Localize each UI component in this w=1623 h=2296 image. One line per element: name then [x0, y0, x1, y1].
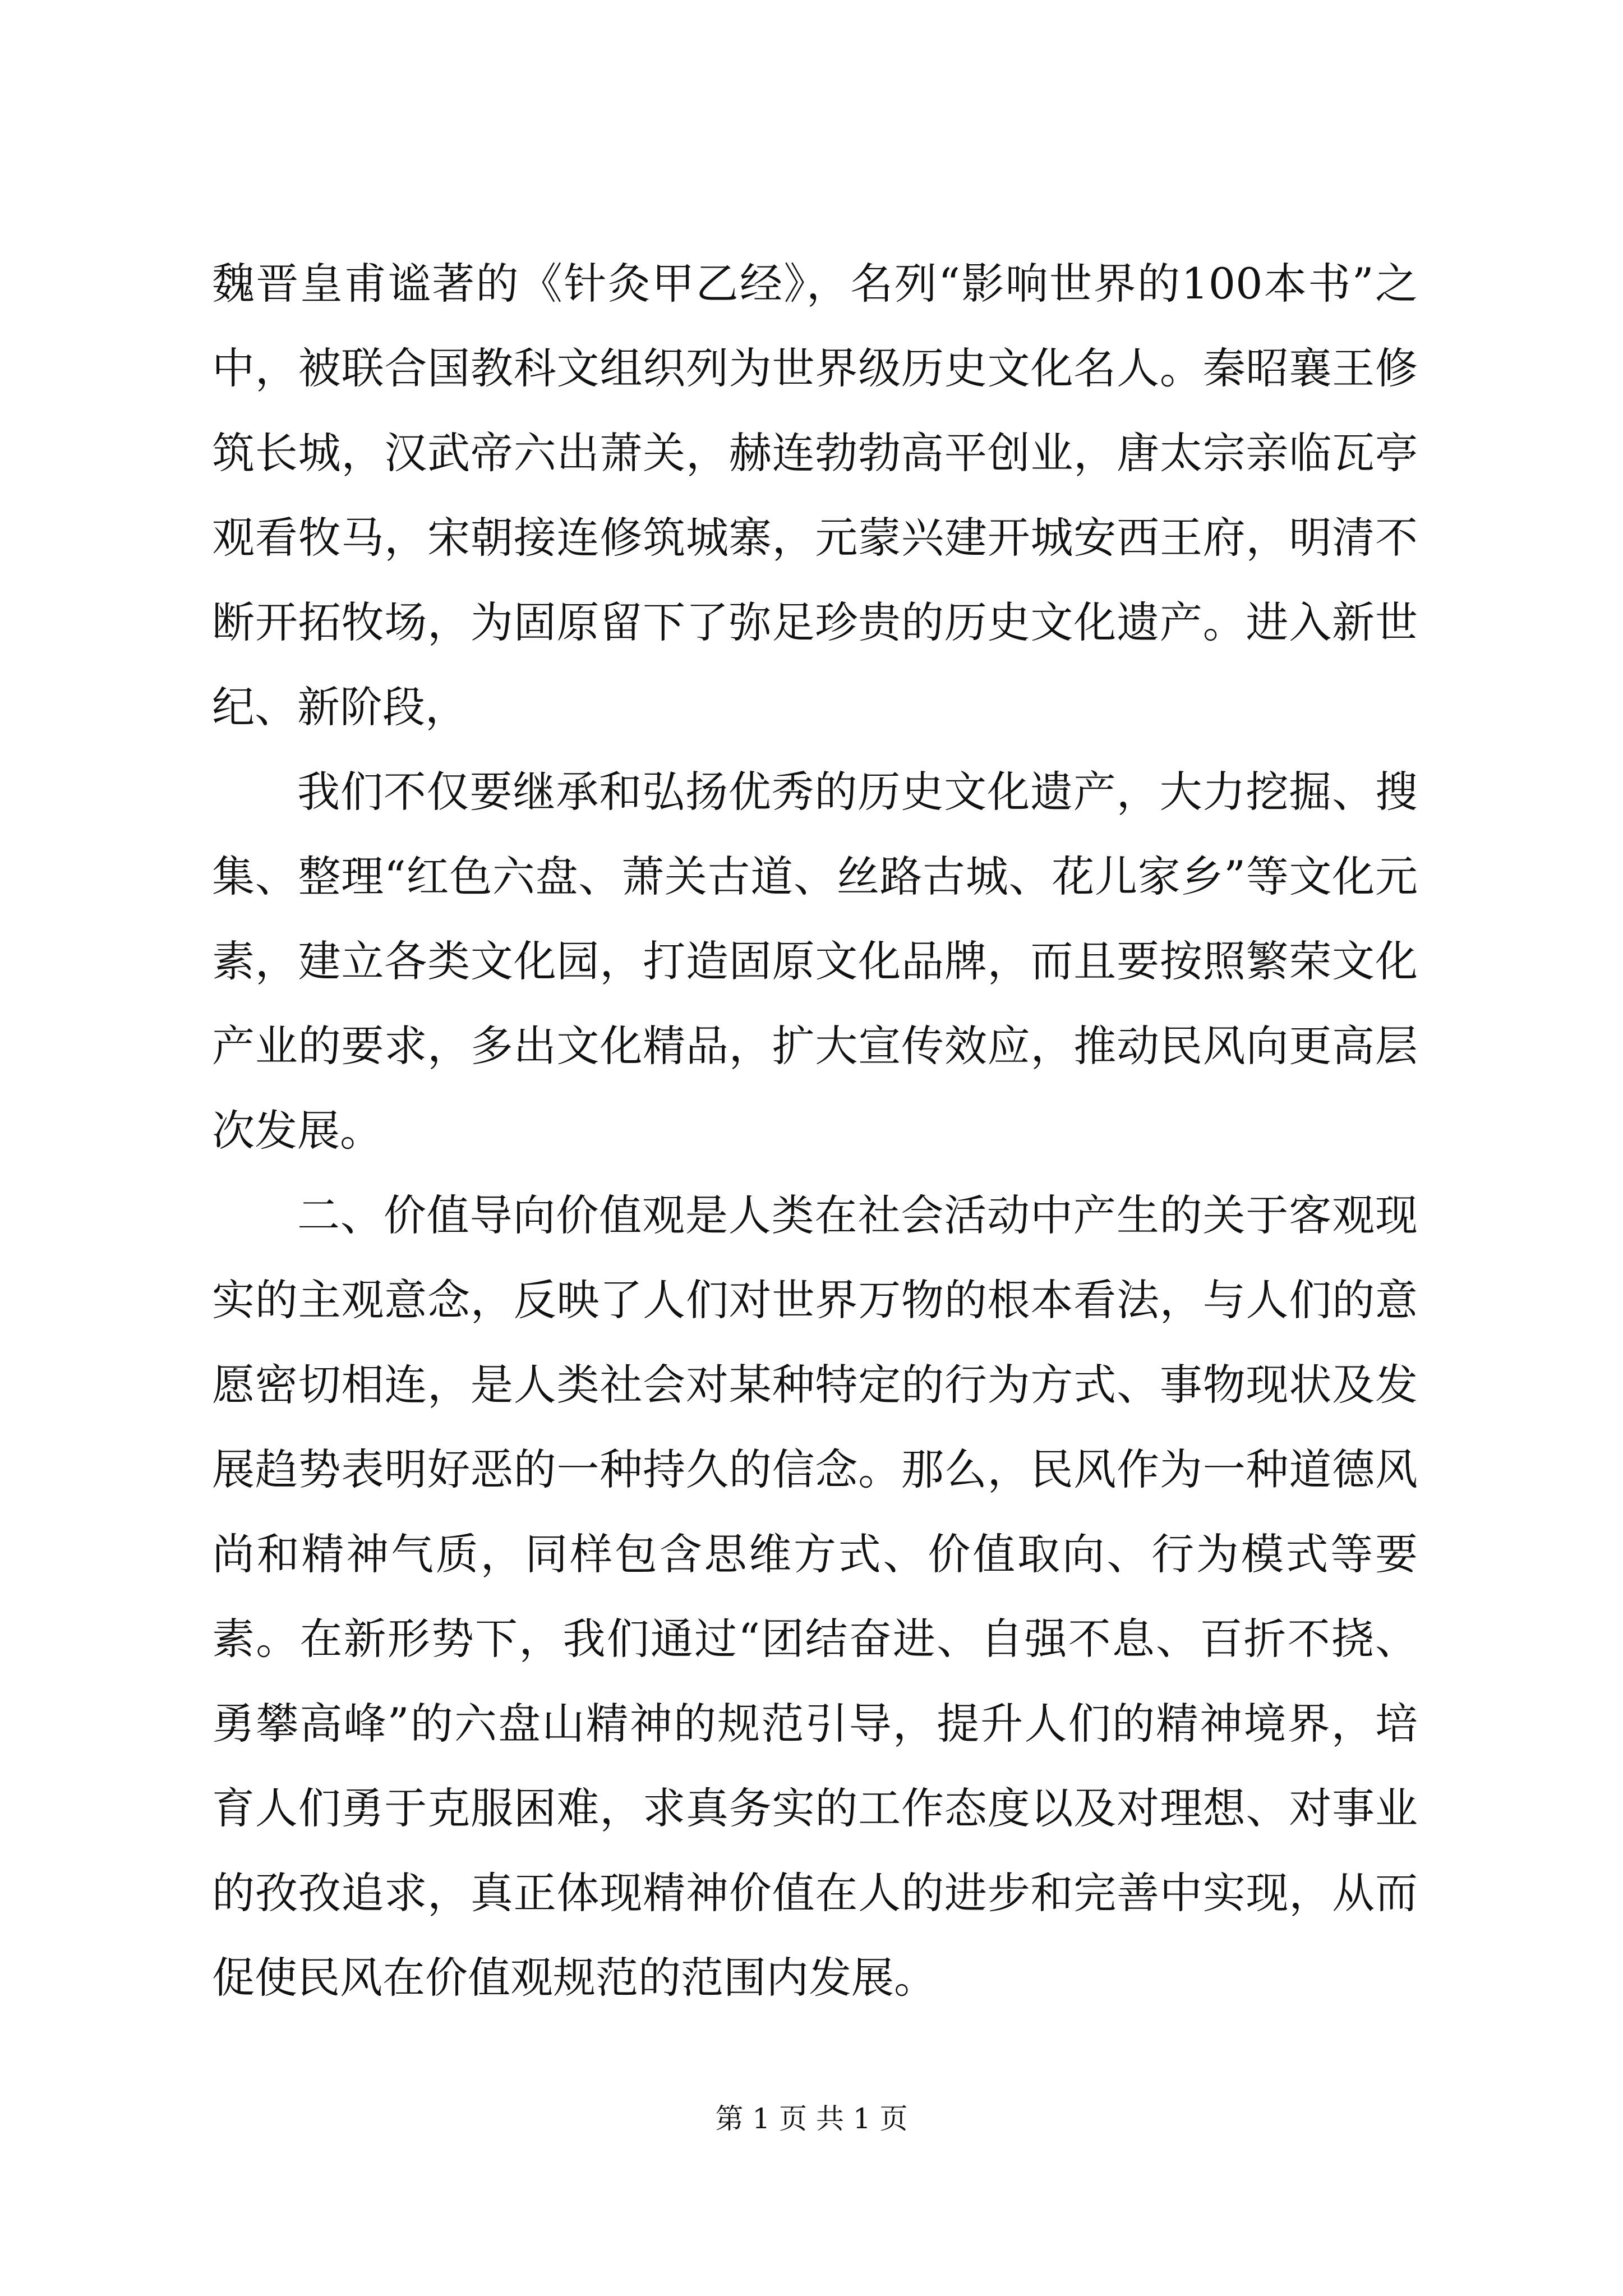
- document-body: [212, 241, 1418, 2020]
- page-footer: 第 1 页 共 1 页: [715, 2102, 908, 2135]
- paragraph-2: 我们不仅要继承和弘扬优秀的历史文化遗产，大力挖掘、搜集、整理“红色六盘、萧关古道、丝路古城、花儿家乡”等文化元素，建立各类文化园，打造固原文化品牌，而且要按照繁荣文化产业的要求，多出文化精品，扩大宣传效应，推动民风向更高层次发展。: [212, 767, 1418, 1156]
- paragraph-3: 二、价值导向价值观是人类在社会活动中产生的关于客观现实的主观意念，反映了人们对世界万物的根本看法，与人们的意愿密切相连，是人类社会对某种特定的行为方式、事物现状及发展趋势表明好恶的一种持久的信念。那么，民风作为一种道德风尚和精神气质，同样包含思维方式、价值取向、行为模式等要素。在新形势下，我们通过“团结奋进、自强不息、百折不挠、勇攀高峰”的六盘山精神的规范引导，提升人们的精神境界，培育人们勇于克服困难，求真务实的工作态度以及对理想、对事业的孜孜追求，真正体现精神价值在人的进步和完善中实现，从而促使民风在价值观规范的范围内发展。: [212, 1190, 1418, 2003]
- paragraph-1: 魏晋皇甫谧著的《针灸甲乙经》，名列“影响世界的100本书”之中，被联合国教科文组织列为世界级历史文化名人。秦昭襄王修筑长城，汉武帝六出萧关，赫连勃勃高平创业，唐太宗亲临瓦亭观看牧马，宋朝接连修筑城寨，元蒙兴建开城安西王府，明清不断开拓牧场，为固原留下了弥足珍贵的历史文化遗产。进入新世纪、新阶段，: [212, 259, 1418, 732]
